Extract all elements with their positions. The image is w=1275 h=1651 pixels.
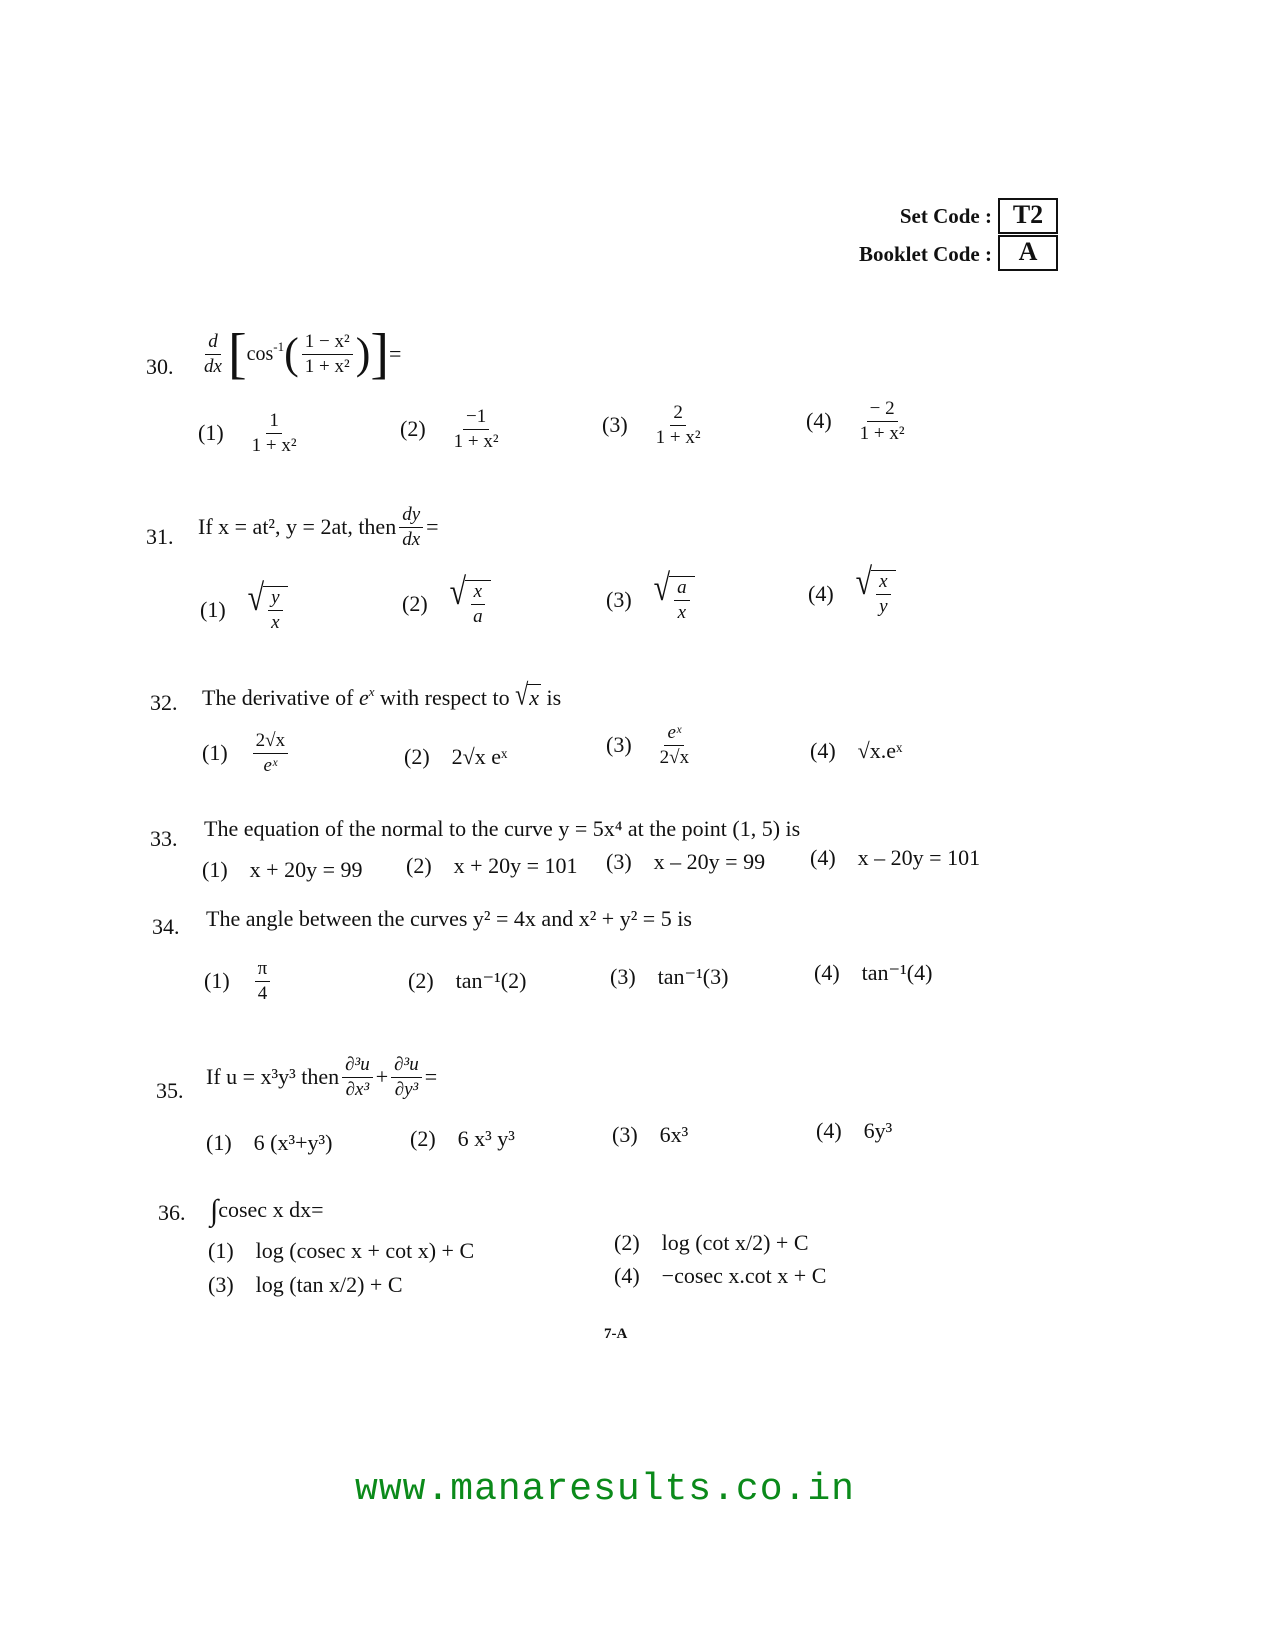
question-32-stem: The derivative of $e^x$ with respect to √ x is bbox=[202, 679, 562, 712]
question-34-stem: The angle between the curves y² = 4x and x² + y² = 5 is bbox=[206, 906, 692, 931]
question-36-option-4: (4) −cosec x.cot x + C bbox=[614, 1263, 827, 1288]
question-30-option-3: (3) $\frac{2}{\text{1 + x²}}$ bbox=[602, 402, 701, 448]
question-32-option-1: (1) $\frac{2√x}{\text{eˣ}}$ bbox=[202, 730, 291, 777]
question-31-option-2: (2) √ $\frac{x}{a}$ bbox=[402, 580, 491, 628]
question-32-option-2: (2) 2√x eˣ bbox=[404, 744, 508, 769]
question-32-number: 32. bbox=[150, 690, 178, 715]
question-30-option-1: (1) $\frac{1}{\text{1 + x²}}$ bbox=[198, 410, 297, 456]
question-31-option-3: (3) √ $\frac{a}{x}$ bbox=[606, 576, 695, 624]
question-36-option-1: (1) log (cosec x + cot x) + C bbox=[208, 1238, 475, 1263]
question-33-option-2: (2) x + 20y = 101 bbox=[406, 853, 578, 878]
question-34-option-1: (1) $\frac{\pi}{4}$ bbox=[204, 958, 273, 1005]
question-30-number: 30. bbox=[146, 354, 174, 379]
question-33-option-4: (4) x – 20y = 101 bbox=[810, 845, 981, 870]
question-32-option-3: (3) $\frac{\text{eˣ}}{2√x}$ bbox=[606, 722, 690, 768]
question-35-option-4: (4) 6y³ bbox=[816, 1118, 893, 1143]
q30-denominator: 1 + x² bbox=[304, 355, 350, 377]
question-31-number: 31. bbox=[146, 524, 174, 549]
question-35-option-3: (3) 6x³ bbox=[612, 1122, 689, 1147]
set-code-label: Set Code : bbox=[899, 204, 992, 228]
question-35-stem: If u = x³y³ then $\frac{\text{∂³u}}{\text{∂x³}}$ + $\frac{\text{∂³u}}{\text{∂y³}}$ = bbox=[206, 1054, 438, 1100]
question-33-option-1: (1) x + 20y = 99 bbox=[202, 857, 363, 882]
question-34-option-2: (2) tan⁻¹(2) bbox=[408, 968, 527, 993]
footer-url[interactable]: www.manaresults.co.in bbox=[355, 1468, 855, 1511]
set-code-value: T2 bbox=[998, 198, 1058, 234]
page-number: 7-A bbox=[604, 1326, 628, 1342]
question-35-option-1: (1) 6 (x³+y³) bbox=[206, 1130, 333, 1155]
question-31-option-4: (4) √ $\frac{x}{y}$ bbox=[808, 570, 896, 618]
q30-inverse: -1 bbox=[273, 338, 285, 354]
question-30-stem: $\frac{d}{dx}$ [ $\cos^{-1}$ ( $\frac{\text{1 − x²}}{\text{1 + x²}}$ ) ] = bbox=[204, 323, 402, 385]
booklet-code-value: A bbox=[998, 235, 1058, 271]
question-31-stem: If x = at², y = 2at, then $\frac{dy}{dx}$ = bbox=[198, 504, 439, 550]
question-36-stem: ∫cosec x dx= bbox=[210, 1194, 324, 1227]
question-36-option-2: (2) log (cot x/2) + C bbox=[614, 1230, 809, 1255]
question-33-number: 33. bbox=[150, 826, 178, 851]
q30-dx: dx bbox=[204, 355, 222, 377]
booklet-code-label: Booklet Code : bbox=[859, 242, 992, 266]
question-34-option-4: (4) tan⁻¹(4) bbox=[814, 960, 933, 985]
question-36-option-3: (3) log (tan x/2) + C bbox=[208, 1272, 403, 1297]
q30-numerator: 1 − x² bbox=[302, 331, 353, 355]
q30-cos: cos bbox=[246, 342, 274, 365]
integral-symbol: ∫ bbox=[210, 1194, 219, 1227]
question-34-number: 34. bbox=[152, 914, 180, 939]
question-30-option-2: (2) $\frac{-1}{\text{1 + x²}}$ bbox=[400, 406, 499, 452]
question-31-option-1: (1) √ $\frac{y}{x}$ bbox=[200, 586, 288, 634]
q30-equals: = bbox=[389, 341, 402, 366]
question-30-option-4: (4) $\frac{- 2}{\text{1 + x²}}$ bbox=[806, 398, 905, 444]
question-33-option-3: (3) x – 20y = 99 bbox=[606, 849, 766, 874]
question-32-option-4: (4) √x.eˣ bbox=[810, 738, 903, 763]
q30-d: d bbox=[208, 330, 218, 352]
question-35-option-2: (2) 6 x³ y³ bbox=[410, 1126, 515, 1151]
question-36-number: 36. bbox=[158, 1200, 186, 1225]
question-34-option-3: (3) tan⁻¹(3) bbox=[610, 964, 729, 989]
question-33-stem: The equation of the normal to the curve y = 5x⁴ at the point (1, 5) is bbox=[204, 816, 801, 841]
question-35-number: 35. bbox=[156, 1078, 184, 1103]
